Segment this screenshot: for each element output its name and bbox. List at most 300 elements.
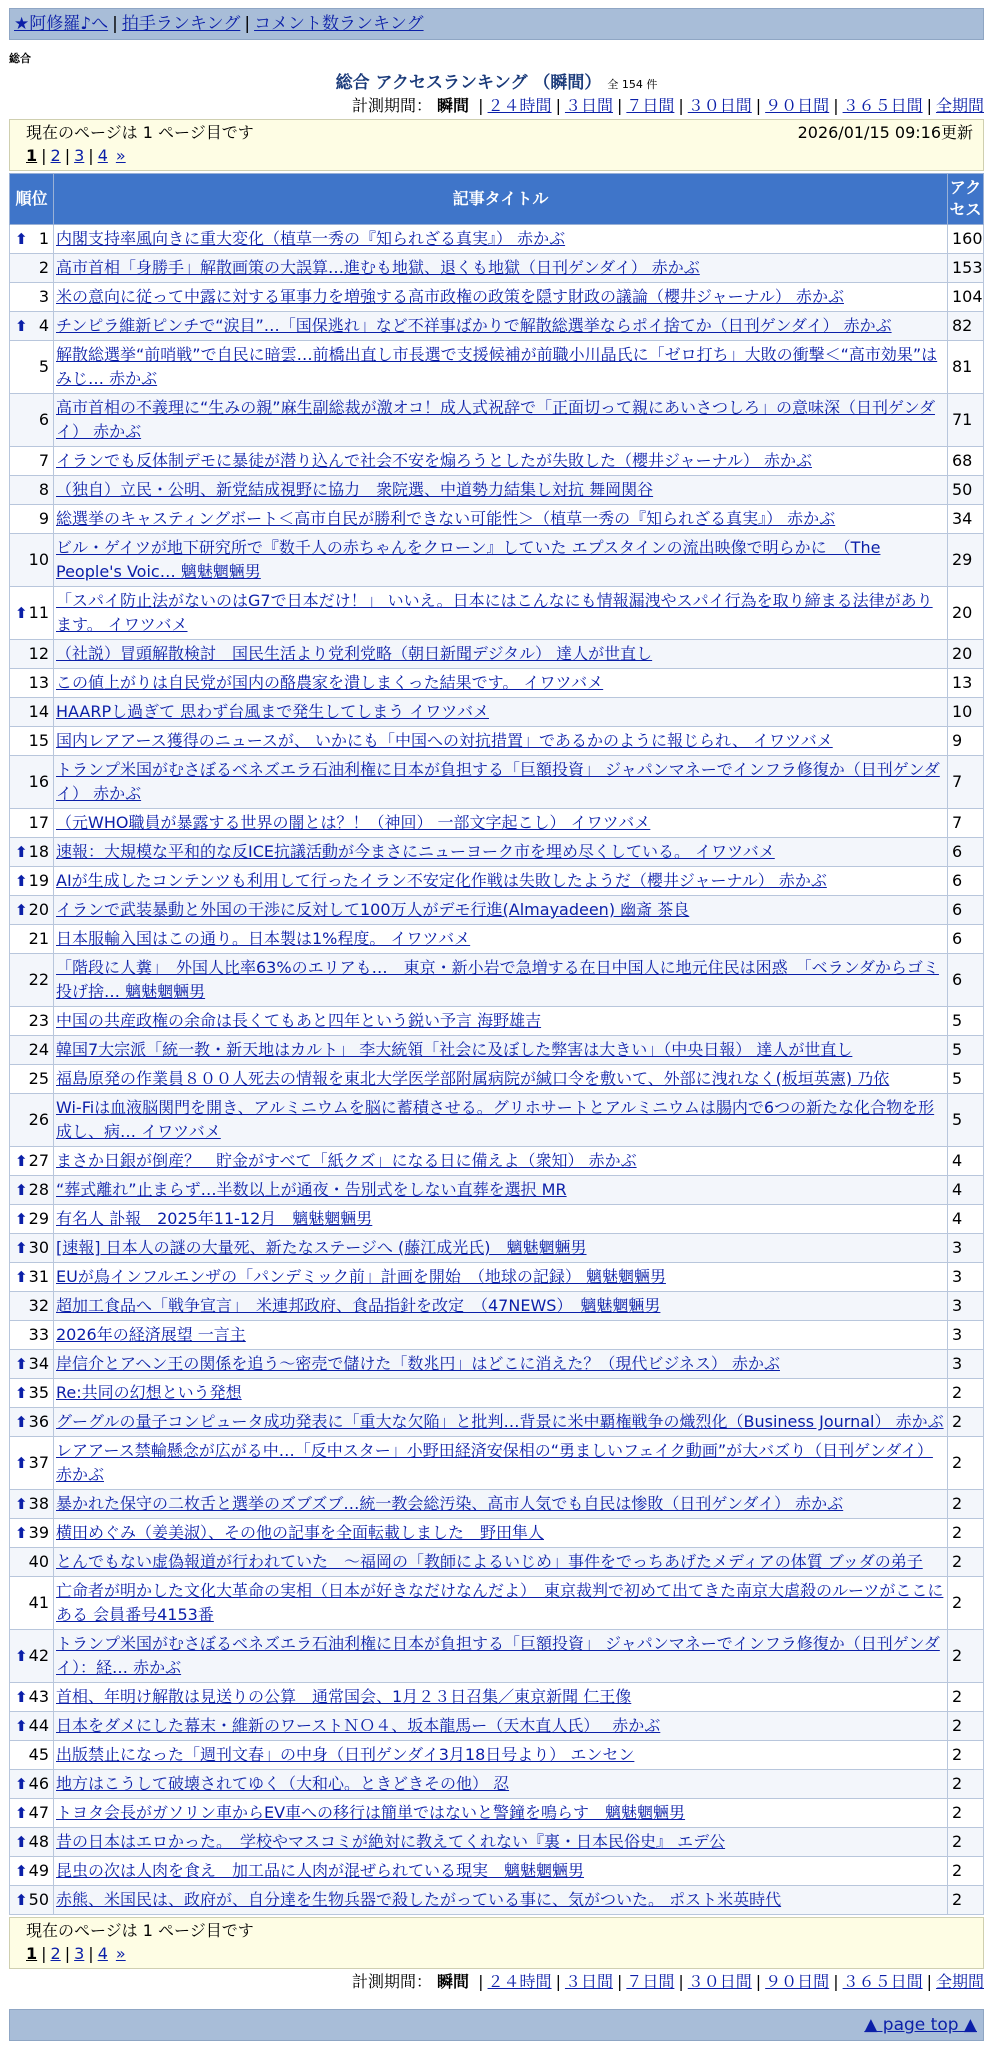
article-title-link[interactable]: [速報] 日本人の謎の大量死、新たなステージへ (藤江成光氏) 魑魅魍魎男: [56, 1238, 587, 1257]
rank-cell: [10, 698, 54, 727]
rank-cell: [10, 587, 54, 640]
table-row: [10, 505, 984, 534]
article-title-link[interactable]: ビル・ゲイツが地下研究所で『数千人の赤ちゃんをクローン』していた エプスタインの流出映像で明らかに （The People's Voic… 魑魅魍魎男: [56, 538, 881, 581]
rank-cell: [10, 809, 54, 838]
rank-number: 45: [28, 1745, 49, 1764]
article-title-link[interactable]: 赤熊、米国民は、政府が、自分達を生物兵器で殺したがっている事に、気がついた。 ポスト米英時代: [56, 1890, 782, 1909]
rank-up-arrow-icon: ⬆: [15, 1413, 28, 1431]
title-cell: [54, 954, 948, 1007]
title-header: 記事タイトル: [54, 174, 948, 225]
title-cell: [54, 1519, 948, 1548]
pager-top: [9, 119, 984, 171]
access-count: 3: [948, 1292, 984, 1321]
period-label: 計測期間：: [351, 96, 432, 115]
rank-number: 22: [28, 970, 49, 989]
rank-number: 41: [28, 1593, 49, 1612]
title-cell: [54, 1379, 948, 1408]
period-link[interactable]: ３日間: [564, 1972, 613, 1991]
table-row: [10, 1065, 984, 1094]
period-label: 計測期間：: [351, 1972, 432, 1991]
page-top-link[interactable]: ▲ page top ▲: [864, 2015, 977, 2035]
period-link[interactable]: ２４時間: [487, 96, 552, 115]
access-count: 3: [948, 1263, 984, 1292]
access-count: 160: [948, 225, 984, 254]
pager-separator: |: [41, 146, 47, 165]
rank-number: 23: [28, 1011, 49, 1030]
table-row: [10, 1205, 984, 1234]
article-title-link[interactable]: 昆虫の次は人肉を食え 加工品に人肉が混ぜられている現実 魑魅魍魎男: [56, 1861, 585, 1880]
article-title-link[interactable]: 韓国7大宗派「統一教・新天地はカルト」 李大統領「社会に及ぼした弊害は大きい」（中央日報） 達人が世直し: [56, 1040, 853, 1059]
title-cell: [54, 756, 948, 809]
title-cell: [54, 1630, 948, 1683]
rank-cell: [10, 756, 54, 809]
page-link[interactable]: 3: [74, 146, 85, 165]
category-label: 総合: [9, 52, 31, 65]
table-row: [10, 283, 984, 312]
rank-number: 13: [28, 673, 49, 692]
title-cell: [54, 727, 948, 756]
table-row: [10, 1548, 984, 1577]
title-cell: [54, 505, 948, 534]
rank-number: 15: [28, 731, 49, 750]
rank-up-arrow-icon: ⬆: [15, 1152, 28, 1170]
access-count: 2: [948, 1519, 984, 1548]
table-row: [10, 1712, 984, 1741]
rank-number: 31: [28, 1267, 49, 1286]
pager-separator: |: [41, 1944, 47, 1963]
pager-separator: |: [88, 1944, 94, 1963]
table-row: [10, 1350, 984, 1379]
period-link[interactable]: ７日間: [626, 96, 675, 115]
title-cell: [54, 1205, 948, 1234]
article-title-link[interactable]: とんでもない虚偽報道が行われていた 〜福岡の「教師によるいじめ」事件をでっちあげたメディアの体質 ブッダの弟子: [56, 1552, 923, 1571]
rank-up-arrow-icon: ⬆: [15, 1862, 28, 1880]
period-link[interactable]: ３日間: [564, 96, 613, 115]
table-row: [10, 312, 984, 341]
access-count: 2: [948, 1828, 984, 1857]
rank-up-arrow-icon: ⬆: [15, 1239, 28, 1257]
title-cell: [54, 1770, 948, 1799]
title-cell: [54, 1828, 948, 1857]
period-separator: |: [678, 96, 684, 115]
article-title-link[interactable]: 高市首相の不義理に“生みの親”麻生副総裁が激オコ！成人式祝辞で「正面切って親にあいさつしろ」の意味深（日刊ゲンダイ） 赤かぶ: [56, 398, 935, 441]
period-link[interactable]: 全期間: [935, 96, 984, 115]
access-count: 6: [948, 867, 984, 896]
pager-links: [26, 1942, 973, 1966]
article-title-link[interactable]: 岸信介とアヘン王の関係を追う〜密売で儲けた「数兆円」はどこに消えた？（現代ビジネス） 赤かぶ: [56, 1354, 780, 1373]
rank-up-arrow-icon: ⬆: [15, 1804, 28, 1822]
title-cell: [54, 1741, 948, 1770]
article-title-link[interactable]: トヨタ会長がガソリン車からEV車への移行は簡単ではないと警鐘を鳴らす 魑魅魍魎男: [56, 1803, 686, 1822]
rank-cell: [10, 1828, 54, 1857]
title-cell: [54, 1408, 948, 1437]
article-title-link[interactable]: 2026年の経済展望 一言主: [56, 1325, 246, 1344]
rank-cell: [10, 1176, 54, 1205]
title-cell: [54, 1263, 948, 1292]
rank-number: 16: [28, 772, 49, 791]
rank-number: 26: [28, 1110, 49, 1129]
rank-cell: [10, 727, 54, 756]
access-count: 2: [948, 1437, 984, 1490]
article-title-link[interactable]: 国内レアアース獲得のニュースが、 いかにも「中国への対抗措置」であるかのように報じられ、 イワツバメ: [56, 731, 833, 750]
rank-cell: [10, 1519, 54, 1548]
period-link[interactable]: ３６５日間: [842, 1972, 923, 1991]
access-count: 29: [948, 534, 984, 587]
rank-cell: [10, 1205, 54, 1234]
rank-cell: [10, 1007, 54, 1036]
table-row: [10, 254, 984, 283]
period-separator: |: [926, 1972, 932, 1991]
period-selector-top: [9, 95, 984, 117]
table-row: [10, 1234, 984, 1263]
access-count: 68: [948, 447, 984, 476]
title-cell: [54, 587, 948, 640]
access-count: 5: [948, 1036, 984, 1065]
rank-number: 7: [38, 451, 49, 470]
access-count: 82: [948, 312, 984, 341]
access-count: 20: [948, 640, 984, 669]
rank-cell: [10, 341, 54, 394]
rank-cell: [10, 1437, 54, 1490]
period-link[interactable]: ７日間: [626, 1972, 675, 1991]
title-cell: [54, 896, 948, 925]
rank-cell: [10, 1770, 54, 1799]
table-row: [10, 1094, 984, 1147]
pager-separator: |: [64, 1944, 71, 1963]
table-row: [10, 1886, 984, 1915]
current-page: 1: [26, 146, 38, 165]
access-count: 2: [948, 1886, 984, 1915]
table-row: [10, 756, 984, 809]
nav-comment-ranking-link[interactable]: コメント数ランキング: [254, 14, 424, 34]
title-cell: [54, 1292, 948, 1321]
access-count: 3: [948, 1321, 984, 1350]
rank-cell: [10, 505, 54, 534]
article-title-link[interactable]: 福島原発の作業員８００人死去の情報を東北大学医学部附属病院が緘口令を敷いて、外部に洩れなく(板垣英憲) 乃依: [56, 1069, 890, 1088]
table-row: [10, 727, 984, 756]
title-cell: [54, 1683, 948, 1712]
rank-up-arrow-icon: ⬆: [15, 1524, 28, 1542]
rank-cell: [10, 1094, 54, 1147]
ranking-table: [9, 173, 984, 1915]
table-row: [10, 867, 984, 896]
table-row: [10, 1408, 984, 1437]
table-row: [10, 809, 984, 838]
access-count: 6: [948, 896, 984, 925]
rank-cell: [10, 476, 54, 505]
rank-cell: [10, 925, 54, 954]
access-count: 2: [948, 1490, 984, 1519]
title-cell: [54, 1036, 948, 1065]
period-separator: |: [555, 96, 561, 115]
period-link[interactable]: 全期間: [935, 1972, 984, 1991]
title-cell: [54, 809, 948, 838]
rank-up-arrow-icon: ⬆: [15, 1495, 28, 1513]
rank-number: 2: [38, 258, 49, 277]
rank-cell: [10, 896, 54, 925]
title-cell: [54, 1886, 948, 1915]
access-count: 71: [948, 394, 984, 447]
article-title-link[interactable]: 総選挙のキャスティングボート＜高市自民が勝利できない可能性＞（植草一秀の『知られざる真実』） 赤かぶ: [56, 509, 836, 528]
nav-separator: |: [112, 14, 118, 34]
ranking-rows: [10, 225, 984, 1915]
article-title-link[interactable]: 亡命者が明かした文化大革命の実相（日本が好きなだけなんだよ） 東京裁判で初めて出てきた南京大虐殺のルーツがここにある 会員番号4153番: [56, 1581, 944, 1624]
article-title-link[interactable]: 「スパイ防止法がないのはG7で日本だけ！」 いいえ。日本にはこんなにも情報漏洩やスパイ行為を取り締まる法律があります。 イワツバメ: [56, 591, 933, 634]
period-current: 瞬間: [437, 96, 470, 115]
table-row: [10, 698, 984, 727]
table-row: [10, 225, 984, 254]
rank-up-arrow-icon: ⬆: [15, 1268, 28, 1286]
period-link[interactable]: ３０日間: [687, 1972, 752, 1991]
page-link[interactable]: 3: [74, 1944, 85, 1963]
rank-number: 20: [28, 900, 49, 919]
table-row: [10, 896, 984, 925]
access-count: 2: [948, 1683, 984, 1712]
article-title-link[interactable]: 米の意向に従って中露に対する軍事力を増強する高市政権の政策を隠す財政の議論（櫻井ジャーナル） 赤かぶ: [56, 287, 844, 306]
period-link[interactable]: ３０日間: [687, 96, 752, 115]
access-count: 9: [948, 727, 984, 756]
rank-cell: [10, 1350, 54, 1379]
title-cell: [54, 225, 948, 254]
article-title-link[interactable]: （元WHO職員が暴露する世界の闇とは？！（神回） 一部文字起こし） イワツバメ: [56, 813, 651, 832]
rank-up-arrow-icon: ⬆: [15, 1891, 28, 1909]
article-title-link[interactable]: グーグルの量子コンピュータ成功発表に「重大な欠陥」と批判…背景に米中覇権戦争の熾烈化（Business Journal） 赤かぶ: [56, 1412, 944, 1431]
table-row: [10, 1828, 984, 1857]
article-title-link[interactable]: 内閣支持率風向きに重大変化（植草一秀の『知られざる真実』） 赤かぶ: [56, 229, 566, 248]
article-title-link[interactable]: レアアース禁輸懸念が広がる中…「反中スター」小野田経済安保相の“勇ましいフェイク動画”が大バズり（日刊ゲンダイ） 赤かぶ: [56, 1441, 933, 1484]
access-count: 2: [948, 1577, 984, 1630]
article-title-link[interactable]: 速報：大規模な平和的な反ICE抗議活動が今まさにニューヨーク市を埋め尽くしている。 イワツバメ: [56, 842, 775, 861]
title-cell: [54, 312, 948, 341]
page-link[interactable]: 4: [97, 146, 108, 165]
article-title-link[interactable]: （社説）冒頭解散検討 国民生活より党利党略（朝日新聞デジタル） 達人が世直し: [56, 644, 653, 663]
title-cell: [54, 838, 948, 867]
access-count: 2: [948, 1770, 984, 1799]
rank-number: 25: [28, 1069, 49, 1088]
next-page-link[interactable]: »: [115, 146, 126, 165]
current-page: 1: [26, 1944, 38, 1963]
access-count: 5: [948, 1007, 984, 1036]
rank-header: 順位: [10, 174, 54, 225]
article-title-link[interactable]: 出版禁止になった「週刊文春」の中身（日刊ゲンダイ3月18日号より） エンセン: [56, 1745, 635, 1764]
rank-number: 24: [28, 1040, 49, 1059]
article-title-link[interactable]: まさか日銀が倒産？ 貯金がすべて「紙クズ」になる日に備えよ（衆知） 赤かぶ: [56, 1151, 637, 1170]
rank-number: 8: [38, 480, 49, 499]
page-link[interactable]: 2: [50, 146, 61, 165]
nav-home-link[interactable]: ★阿修羅♪へ: [14, 14, 109, 34]
table-row: [10, 476, 984, 505]
access-header: アクセス: [948, 174, 984, 225]
rank-up-arrow-icon: ⬆: [15, 1454, 28, 1472]
rank-cell: [10, 1683, 54, 1712]
period-links: [474, 1972, 984, 1991]
rank-up-arrow-icon: ⬆: [15, 1717, 28, 1735]
access-count: 153: [948, 254, 984, 283]
rank-cell: [10, 1379, 54, 1408]
article-title-link[interactable]: 高市首相「身勝手」解散画策の大誤算…進むも地獄、退くも地獄（日刊ゲンダイ） 赤かぶ: [56, 258, 700, 277]
table-row: [10, 1683, 984, 1712]
access-count: 2: [948, 1857, 984, 1886]
access-count: 20: [948, 587, 984, 640]
title-cell: [54, 1577, 948, 1630]
nav-applause-ranking-link[interactable]: 拍手ランキング: [121, 14, 241, 34]
table-row: [10, 1379, 984, 1408]
title-cell: [54, 1799, 948, 1828]
article-title-link[interactable]: 地方はこうして破壊されてゆく（大和心。ときどきその他） 忍: [56, 1774, 510, 1793]
access-count: 2: [948, 1741, 984, 1770]
rank-cell: [10, 394, 54, 447]
rank-cell: [10, 1741, 54, 1770]
table-row: [10, 838, 984, 867]
article-title-link[interactable]: トランプ米国がむさぼるベネズエラ石油利権に日本が負担する「巨額投資」 ジャパンマネーでインフラ修復か（日刊ゲンダイ）：経… 赤かぶ: [56, 1634, 940, 1677]
rank-cell: [10, 1234, 54, 1263]
access-count: 2: [948, 1379, 984, 1408]
rank-cell: [10, 1712, 54, 1741]
rank-number: 28: [28, 1180, 49, 1199]
rank-up-arrow-icon: ⬆: [15, 843, 28, 861]
article-title-link[interactable]: “葬式離れ”止まらず…半数以上が通夜・告別式をしない直葬を選択 MR: [56, 1180, 567, 1199]
period-separator: |: [616, 96, 623, 115]
rank-cell: [10, 1263, 54, 1292]
rank-number: 17: [28, 813, 49, 832]
rank-number: 19: [28, 871, 49, 890]
page-link[interactable]: 2: [50, 1944, 61, 1963]
rank-cell: [10, 254, 54, 283]
rank-number: 40: [28, 1552, 49, 1571]
rank-up-arrow-icon: ⬆: [15, 1688, 28, 1706]
title-cell: [54, 1490, 948, 1519]
period-link[interactable]: ３６５日間: [842, 96, 923, 115]
rank-number: 30: [28, 1238, 49, 1257]
rank-cell: [10, 447, 54, 476]
rank-number: 46: [28, 1774, 49, 1793]
rank-cell: [10, 1857, 54, 1886]
rank-number: 9: [38, 509, 49, 528]
article-title-link[interactable]: Re:共同の幻想という発想: [56, 1383, 242, 1402]
article-title-link[interactable]: 横田めぐみ（姜美淑）、その他の記事を全面転載しました 野田隼人: [56, 1523, 545, 1542]
access-count: 6: [948, 925, 984, 954]
article-title-link[interactable]: 日本をダメにした幕末・維新のワーストＮＯ４、坂本龍馬ー（天木直人氏） 赤かぶ: [56, 1716, 661, 1735]
article-title-link[interactable]: イランで武装暴動と外国の干渉に反対して100万人がデモ行進(Almayadeen) 幽斎 茶良: [56, 900, 690, 919]
table-row: [10, 1770, 984, 1799]
rank-cell: [10, 1548, 54, 1577]
rank-number: 32: [28, 1296, 49, 1315]
rank-number: 50: [28, 1890, 49, 1909]
rank-number: 35: [28, 1383, 49, 1402]
next-page-link[interactable]: »: [115, 1944, 126, 1963]
article-title-link[interactable]: トランプ米国がむさぼるベネズエラ石油利権に日本が負担する「巨額投資」 ジャパンマネーでインフラ修復か（日刊ゲンダイ） 赤かぶ: [56, 760, 940, 803]
rank-cell: [10, 954, 54, 1007]
article-title-link[interactable]: HAARPし過ぎて 思わず台風まで発生してしまう イワツバメ: [56, 702, 489, 721]
title-cell: [54, 1147, 948, 1176]
rank-cell: [10, 1147, 54, 1176]
title-cell: [54, 1176, 948, 1205]
title-cell: [54, 283, 948, 312]
title-cell: [54, 341, 948, 394]
title-cell: [54, 925, 948, 954]
rank-number: 37: [28, 1453, 49, 1472]
title-cell: [54, 867, 948, 896]
page-link[interactable]: 4: [97, 1944, 108, 1963]
rank-cell: [10, 534, 54, 587]
table-row: [10, 1490, 984, 1519]
page-status: 現在のページは 1 ページ目です: [26, 1921, 254, 1940]
title-cell: [54, 640, 948, 669]
rank-cell: [10, 1408, 54, 1437]
nav-separator: |: [244, 14, 251, 34]
article-title-link[interactable]: チンピラ維新ピンチで“涙目”…「国保逃れ」など不祥事ばかりで解散総選挙ならポイ捨てか（日刊ゲンダイ） 赤かぶ: [56, 316, 892, 335]
article-title-link[interactable]: 超加工食品へ「戦争宣言」 米連邦政府、食品指針を改定 （47NEWS） 魑魅魍魎男: [56, 1296, 661, 1315]
title-cell: [54, 1094, 948, 1147]
article-title-link[interactable]: 解散総選挙“前哨戦”で自民に暗雲…前橋出直し市長選で支援候補が前職小川晶氏に「ゼロ打ち」大敗の衝撃＜“高市効果”はみじ… 赤かぶ: [56, 345, 938, 388]
period-separator: |: [678, 1972, 684, 1991]
rank-cell: [10, 669, 54, 698]
rank-up-arrow-icon: ⬆: [15, 872, 28, 890]
rank-cell: [10, 1036, 54, 1065]
article-title-link[interactable]: Wi-Fiは血液脳関門を開き、アルミニウムを脳に蓄積させる。グリホサートとアルミニウムは腸内で6つの新たな化合物を形成し、病… イワツバメ: [56, 1098, 935, 1141]
rank-up-arrow-icon: ⬆: [15, 1355, 28, 1373]
access-count: 13: [948, 669, 984, 698]
access-count: 2: [948, 1630, 984, 1683]
access-count: 5: [948, 1094, 984, 1147]
article-title-link[interactable]: EUが鳥インフルエンザの「パンデミック前」計画を開始 （地球の記録） 魑魅魍魎男: [56, 1267, 666, 1286]
title-cell: [54, 1548, 948, 1577]
period-link[interactable]: ９０日間: [765, 96, 830, 115]
rank-number: 38: [28, 1494, 49, 1513]
table-row: [10, 1857, 984, 1886]
article-title-link[interactable]: 日本服輸入国はこの通り。日本製は1%程度。 イワツバメ: [56, 929, 471, 948]
title-cell: [54, 1007, 948, 1036]
period-separator: |: [478, 1972, 484, 1991]
rank-cell: [10, 1065, 54, 1094]
article-title-link[interactable]: 中国の共産政権の余命は長くてもあと四年という鋭い予言 海野雄吉: [56, 1011, 542, 1030]
article-title-link[interactable]: イランでも反体制デモに暴徒が潜り込んで社会不安を煽ろうとしたが失敗した（櫻井ジャーナル） 赤かぶ: [56, 451, 812, 470]
ranking-count: 全 154 件: [607, 78, 658, 91]
rank-number: 12: [28, 644, 49, 663]
article-title-link[interactable]: 「階段に人糞」 外国人比率63%のエリアも… 東京・新小岩で急増する在日中国人に地元住民は困惑 「ベランダからゴミ投げ捨… 魑魅魍魎男: [56, 958, 939, 1001]
rank-number: 10: [28, 550, 49, 569]
article-title-link[interactable]: AIが生成したコンテンツも利用して行ったイラン不安定化作戦は失敗したようだ（櫻井ジャーナル） 赤かぶ: [56, 871, 827, 890]
title-cell: [54, 394, 948, 447]
period-separator: |: [755, 1972, 762, 1991]
article-title-link[interactable]: 昔の日本はエロかった。 学校やマスコミが絶対に教えてくれない『裏・日本民俗史』 エデ公: [56, 1832, 726, 1851]
table-row: [10, 1036, 984, 1065]
rank-up-arrow-icon: ⬆: [15, 1384, 28, 1402]
article-title-link[interactable]: 有名人 訃報 2025年11-12月 魑魅魍魎男: [56, 1209, 373, 1228]
period-link[interactable]: ９０日間: [765, 1972, 830, 1991]
table-row: [10, 447, 984, 476]
article-title-link[interactable]: この値上がりは自民党が国内の酪農家を潰しまくった結果です。 イワツバメ: [56, 673, 604, 692]
rank-cell: [10, 1292, 54, 1321]
article-title-link[interactable]: （独自）立民・公明、新党結成視野に協力 衆院選、中道勢力結集し対抗 舞岡関谷: [56, 480, 654, 499]
access-count: 5: [948, 1065, 984, 1094]
article-title-link[interactable]: 首相、年明け解散は見送りの公算 通常国会、1月２３日召集／東京新聞 仁王像: [56, 1687, 632, 1706]
rank-cell: [10, 640, 54, 669]
table-row: [10, 669, 984, 698]
table-row: [10, 1292, 984, 1321]
rank-number: 18: [28, 842, 49, 861]
article-title-link[interactable]: 暴かれた保守の二枚舌と選挙のズブズブ…統一教会総汚染、高市人気でも自民は惨敗（日刊ゲンダイ） 赤かぶ: [56, 1494, 844, 1513]
title-cell: [54, 447, 948, 476]
table-row: [10, 1799, 984, 1828]
table-row: [10, 1263, 984, 1292]
period-link[interactable]: ２４時間: [487, 1972, 552, 1991]
top-nav: [9, 8, 984, 40]
rank-number: 43: [28, 1687, 49, 1706]
title-cell: [54, 698, 948, 727]
period-current: 瞬間: [437, 1972, 470, 1991]
period-separator: |: [616, 1972, 623, 1991]
